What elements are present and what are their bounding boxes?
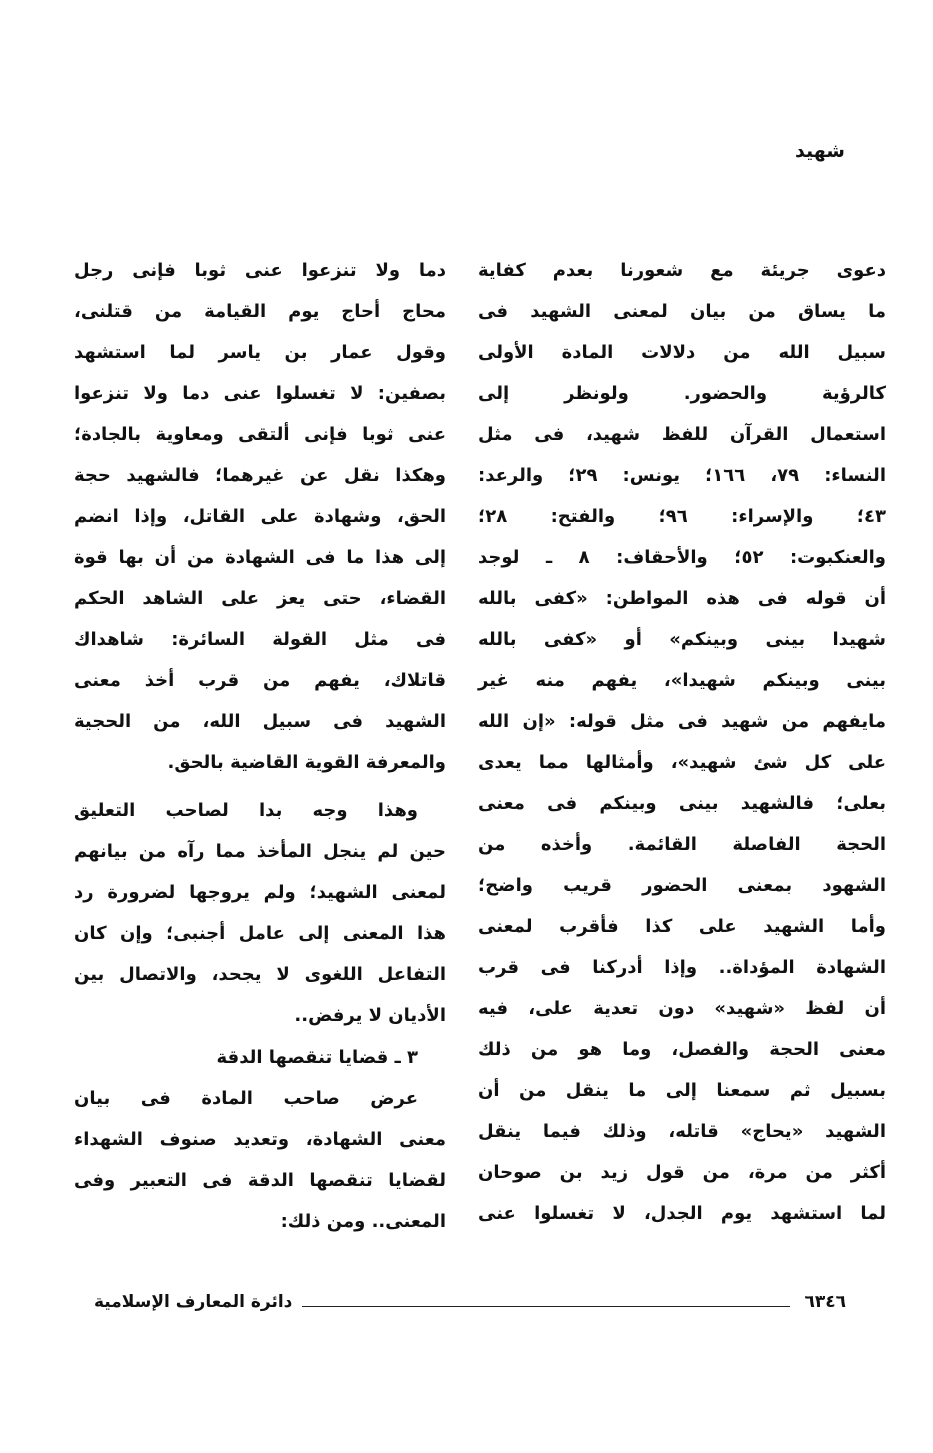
right-column: [478, 250, 886, 1234]
paragraph-2: [74, 790, 446, 1036]
left-column: [74, 250, 446, 1242]
text-line: القضاء، حتى يعز على الشاهد الحكم: [74, 588, 446, 609]
text-line: ما يساق من بيان لمعنى الشهيد فى: [478, 301, 886, 322]
text-line: التفاعل اللغوى لا يجحد، والاتصال بين: [74, 964, 446, 985]
text-line: بسبيل ثم سمعنا إلى ما ينقل من أن: [478, 1080, 886, 1101]
text-line: والعنكبوت: ٥٢؛ والأحقاف: ٨ ـ لوجد: [478, 547, 886, 568]
text-line: معنى الشهادة، وتعديد صنوف الشهداء: [74, 1129, 446, 1150]
text-line: دعوى جريئة مع شعورنا بعدم كفاية: [478, 260, 886, 281]
text-line: وأما الشهيد على كذا فأقرب لمعنى: [478, 916, 886, 937]
footer-rule: [302, 1306, 790, 1307]
text-line: الشهود بمعنى الحضور قريب واضح؛: [478, 875, 886, 896]
publication-title: دائرة المعارف الإسلامية: [94, 1292, 293, 1312]
text-line: الحق، وشهادة على القاتل، وإذا انضم: [74, 506, 446, 527]
text-line: الشهيد «يحاج» قاتله، وذلك فيما ينقل: [478, 1121, 886, 1142]
text-line: وهكذا نقل عن غيرهما؛ فالشهيد حجة: [74, 465, 446, 486]
text-line: المعنى.. ومن ذلك:: [280, 1211, 446, 1232]
text-line: بعلى؛ فالشهيد بينى وبينكم فى معنى: [478, 793, 886, 814]
text-line: أكثر من مرة، من قول زيد بن صوحان: [478, 1162, 886, 1183]
section-heading: ٣ ـ قضايا تنقصها الدقة: [216, 1047, 418, 1068]
text-line: سبيل الله من دلالات المادة الأولى: [478, 342, 886, 363]
page-footer: [90, 1292, 850, 1322]
text-line: أن لفظ «شهيد» دون تعدية على، فيه: [478, 998, 886, 1019]
text-line: شهيدا بينى وبينكم» أو «كفى بالله: [478, 629, 886, 650]
text-line: فى مثل القولة السائرة: شاهداك: [74, 629, 446, 650]
text-line: ٤٣؛ والإسراء: ٩٦؛ والفتح: ٢٨؛: [478, 506, 887, 527]
text-line: الحجة الفاصلة القائمة. وأخذه من: [478, 834, 886, 855]
text-line: وهذا وجه بدا لصاحب التعليق: [74, 800, 418, 821]
text-line: عنى ثوبا فإنى ألتقى ومعاوية بالجادة؛: [74, 424, 446, 445]
text-line: قاتلاك، يفهم من قرب أخذ معنى: [74, 670, 446, 691]
text-line: محاج أحاج يوم القيامة من قتلنى،: [74, 301, 446, 322]
text-line: النساء: ٧٩، ١٦٦؛ يونس: ٢٩؛ والرعد:: [478, 465, 886, 486]
text-line: استعمال القرآن للفظ شهيد، فى مثل: [478, 424, 886, 445]
text-line: والمعرفة القوية القاضية بالحق.: [167, 752, 446, 773]
text-line: مايفهم من شهيد فى مثل قوله: «إن الله: [478, 711, 886, 732]
text-line: عرض صاحب المادة فى بيان: [74, 1088, 418, 1109]
text-line: الشهيد فى سبيل الله، من الحجية: [74, 711, 446, 732]
text-line: هذا المعنى إلى عامل أجنبى؛ وإن كان: [74, 923, 446, 944]
text-line: وقول عمار بن ياسر لما استشهد: [74, 342, 446, 363]
text-line: لقضايا تنقصها الدقة فى التعبير وفى: [74, 1170, 446, 1191]
text-line: كالرؤية والحضور. ولونظر إلى: [478, 383, 886, 404]
text-line: لمعنى الشهيد؛ ولم يروجها لضرورة رد: [74, 882, 446, 903]
page-number: ٦٣٤٦: [804, 1292, 846, 1312]
text-line: إلى هذا ما فى الشهادة من أن بها قوة: [74, 547, 446, 568]
text-line: بصفين: لا تغسلوا عنى دما ولا تنزعوا: [74, 383, 446, 404]
paragraph-1: [74, 250, 446, 783]
text-line: دما ولا تنزعوا عنى ثوبا فإنى رجل: [74, 260, 446, 281]
text-line: لما استشهد يوم الجدل، لا تغسلوا عنى: [478, 1203, 886, 1224]
text-line: معنى الحجة والفصل، وما هو من ذلك: [478, 1039, 886, 1060]
text-line: أن قوله فى هذه المواطن: «كفى بالله: [478, 588, 886, 609]
text-line: حين لم ينجل المأخذ مما رآه من بيانهم: [74, 841, 446, 862]
text-line: بينى وبينكم شهيدا»، يفهم منه غير: [478, 670, 886, 691]
text-line: الأديان لا يرفض..: [294, 1005, 446, 1026]
paragraph-3: [74, 1078, 446, 1242]
text-line: على كل شئ شهيد»، وأمثالها مما يعدى: [478, 752, 886, 773]
running-head-title: شهيد: [795, 140, 845, 162]
text-line: الشهادة المؤداة.. وإذا أدركنا فى قرب: [478, 957, 886, 978]
